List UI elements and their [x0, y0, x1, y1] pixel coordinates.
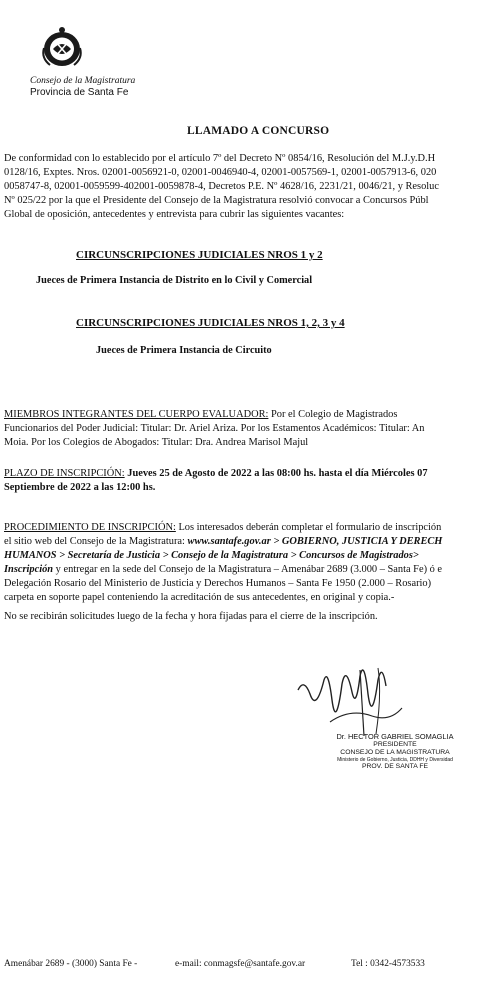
- procedure-path-end: Inscripción: [4, 564, 54, 575]
- province-seal-logo: [38, 24, 86, 72]
- no-requests-note: No se recibirán solicitudes luego de la fecha y hora fijadas para el cierre de la inscripción.: [4, 611, 378, 622]
- deadline-text: Jueves 25 de Agosto de 2022 a las 08:00 hs. hasta el día Miércoles 07: [124, 468, 428, 479]
- members-line-3: Moia. Por los Colegios de Abogados: Titular: Dra. Andrea Marisol Majul: [4, 437, 309, 448]
- circ1-heading: CIRCUNSCRIPCIONES JUDICIALES NROS 1 y 2: [76, 249, 323, 261]
- intro-line: De conformidad con lo establecido por el artículo 7º del Decreto Nº 0854/16, Resolución del M.J.y.D.H: [4, 153, 436, 164]
- procedure-line-2: [4, 535, 442, 549]
- document-title: LLAMADO A CONCURSO: [187, 125, 330, 137]
- members-text: Por el Colegio de Magistrados: [268, 409, 398, 420]
- evaluator-members-section: [4, 408, 425, 450]
- members-label: MIEMBROS INTEGRANTES DEL CUERPO EVALUADOR:: [4, 409, 269, 420]
- deadline-label: PLAZO DE INSCRIPCIÓN:: [4, 468, 125, 479]
- deadline-line-1: [4, 467, 428, 481]
- circ2-heading: CIRCUNSCRIPCIONES JUDICIALES NROS 1, 2, 3 y 4: [76, 317, 345, 329]
- intro-line: Nº 025/22 por la que el Presidente del Consejo de la Magistratura resolvió convocar a Concursos Públ: [4, 195, 429, 206]
- registration-procedure-section: [4, 521, 442, 605]
- deadline-line-2: Septiembre de 2022 a las 12:00 hs.: [4, 482, 156, 493]
- website-link[interactable]: www.santafe.gov.ar > GOBIERNO, JUSTICIA Y DERECH: [187, 536, 443, 547]
- footer-email[interactable]: e-mail: conmagsfe@santafe.gov.ar: [175, 959, 306, 969]
- procedure-line-4: [4, 563, 442, 577]
- circ2-position: Jueces de Primera Instancia de Circuito: [96, 345, 272, 356]
- procedure-line-6: carpeta en soporte papel conteniendo la acreditación de sus antecedentes, en original y copia.-: [4, 592, 395, 603]
- procedure-text: el sitio web del Consejo de la Magistratura:: [4, 536, 188, 547]
- signer-role: PRESIDENTE: [373, 741, 417, 748]
- procedure-line-5: Delegación Rosario del Ministerio de Justicia y Derechos Humanos – Santa Fe 1950 (2.000 – Rosario): [4, 578, 432, 589]
- procedure-text: Los interesados deberán completar el formulario de inscripción: [175, 522, 442, 533]
- intro-line: 0128/16, Exptes. Nros. 02001-0056921-0, 02001-0046940-4, 02001-0057569-1, 02001-0057913-6, 020: [4, 167, 437, 178]
- intro-line: 0058747-8, 02001-0059599-402001-0059878-4, Decretos P.E. Nº 4628/16, 2231/21, 0046/21, y Resoluc: [4, 181, 439, 192]
- org-name: Consejo de la Magistratura: [30, 76, 136, 86]
- signer-org: CONSEJO DE LA MAGISTRATURA: [340, 749, 450, 756]
- intro-line: Global de oposición, antecedentes y entrevista para cubrir las siguientes vacantes:: [4, 209, 345, 220]
- signer-ministry: Ministerio de Gobierno, Justicia, DDHH y Diversidad: [337, 757, 453, 763]
- signer-name: Dr. HECTOR GABRIEL SOMAGLIA: [336, 732, 454, 741]
- footer-phone: Tel : 0342-4573533: [351, 959, 425, 969]
- members-line-2: Funcionarios del Poder Judicial: Titular: Dr. Ariel Ariza. Por los Estamentos Académicos: Titular: An: [4, 423, 425, 434]
- signer-block: [330, 733, 460, 771]
- registration-deadline-section: [4, 467, 428, 495]
- procedure-label: PROCEDIMIENTO DE INSCRIPCIÓN:: [4, 522, 176, 533]
- org-province: Provincia de Santa Fe: [30, 87, 129, 98]
- footer-address: Amenábar 2689 - (3000) Santa Fe -: [4, 959, 138, 969]
- circ1-position: Jueces de Primera Instancia de Distrito en lo Civil y Comercial: [36, 275, 313, 286]
- members-line-1: [4, 408, 425, 422]
- procedure-path: HUMANOS > Secretaría de Justicia > Consejo de la Magistratura > Concursos de Magistrados>: [4, 550, 419, 561]
- procedure-line-1: [4, 521, 442, 535]
- signer-province: PROV. DE SANTA FE: [361, 763, 429, 770]
- intro-paragraph: [4, 152, 439, 222]
- procedure-text: y entregar en la sede del Consejo de la Magistratura – Amenábar 2689 (3.000 – Santa Fe) ó e: [53, 564, 443, 575]
- handwritten-signature: [290, 650, 410, 745]
